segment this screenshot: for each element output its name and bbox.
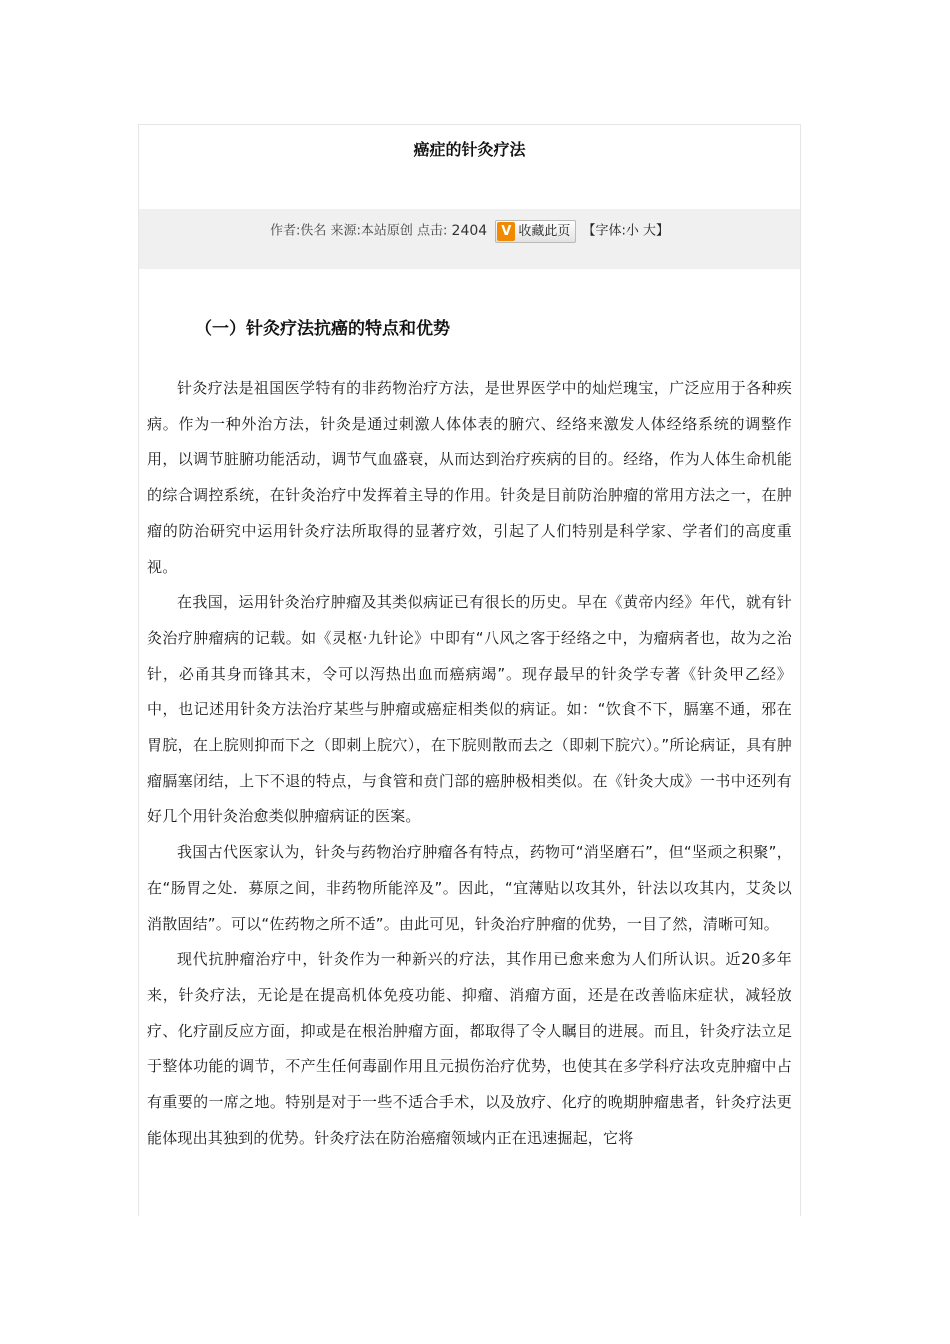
- article-body: [147, 315, 792, 1156]
- font-size-open: 【字体:: [582, 223, 626, 238]
- font-size-close: 】: [656, 223, 670, 238]
- paragraph-1: 针灸疗法是祖国医学特有的非药物治疗方法，是世界医学中的灿烂瑰宝，广泛应用于各种疾病。作为一种外治方法，针灸是通过刺激人体体表的腑穴、经络来激发人体经络系统的调整作用，以调节脏腑功能活动，调节气血盛衰，从而达到治疗疾病的目的。经络，作为人体生命机能的综合调控系统，在针灸治疗中发挥着主导的作用。针灸是目前防治肿瘤的常用方法之一，在肿瘤的防治研究中运用针灸疗法所取得的显著疗效，引起了人们特别是科学家、学者们的高度重视。: [147, 379, 792, 576]
- article-meta-line: [139, 219, 800, 244]
- bookmark-page-button[interactable]: [495, 220, 576, 243]
- font-small-link[interactable]: 小: [625, 223, 639, 238]
- bookmark-v-icon: V: [497, 222, 515, 241]
- section-heading: （一）针灸疗法抗癌的特点和优势: [195, 319, 450, 339]
- article-container: [138, 124, 801, 1216]
- article-title: 癌症的针灸疗法: [413, 140, 526, 159]
- font-large-link[interactable]: 大: [643, 223, 657, 238]
- author-label: 作者:佚名: [269, 223, 327, 239]
- hits-count: 2404: [451, 223, 488, 240]
- hits-label: 点击:: [417, 223, 448, 239]
- font-size-control: [582, 224, 669, 239]
- bookmark-page-label: 收藏此页: [518, 223, 571, 239]
- article-meta-bar: [139, 209, 800, 269]
- paragraph-3: 我国古代医家认为，针灸与药物治疗肿瘤各有特点，药物可“消坚磨石”，但“坚顽之积聚”，在“肠胃之处．募原之间，非药物所能淬及”。因此，“宜薄贴以攻其外，针法以攻其内，艾灸以消散固结”。可以“佐药物之所不适”。由此可见，针灸治疗肿瘤的优势，一目了然，清晰可知。: [147, 843, 792, 933]
- source-label: 来源:本站原创: [330, 223, 413, 239]
- paragraph-2: 在我国，运用针灸治疗肿瘤及其类似病证已有很长的历史。早在《黄帝内经》年代，就有针灸治疗肿瘤病的记载。如《灵枢·九针论》中即有“八风之客于经络之中，为瘤病者也，故为之治针，必甬其身而锋其末，令可以泻热出血而癌病竭”。现存最早的针灸学专著《针灸甲乙经》中，也记述用针灸方法治疗某些与肿瘤或癌症相类似的病证。如：“饮食不下，膈塞不通，邪在胃脘，在上脘则抑而下之（即刺上脘穴），在下脘则散而去之（即刺下脘穴）。”所论病证，具有肿瘤膈塞闭结，上下不退的特点，与食管和贲门部的癌肿极相类似。在《针灸大成》一书中还列有好几个用针灸治愈类似肿瘤病证的医案。: [147, 593, 792, 826]
- paragraph-4: 现代抗肿瘤治疗中，针灸作为一种新兴的疗法，其作用已愈来愈为人们所认识。近20多年来，针灸疗法，无论是在提高机体免疫功能、抑瘤、消瘤方面，还是在改善临床症状，减轻放疗、化疗副反应方面，抑或是在根治肿瘤方面，都取得了令人瞩目的进展。而且，针灸疗法立足于整体功能的调节，不产生任何毒副作用且元损伤治疗优势，也使其在多学科疗法攻克肿瘤中占有重要的一席之地。特别是对于一些不适合手术，以及放疗、化疗的晚期肿瘤患者，针灸疗法更能体现出其独到的优势。针灸疗法在防治癌瘤领域内正在迅速掘起，它将: [147, 950, 792, 1147]
